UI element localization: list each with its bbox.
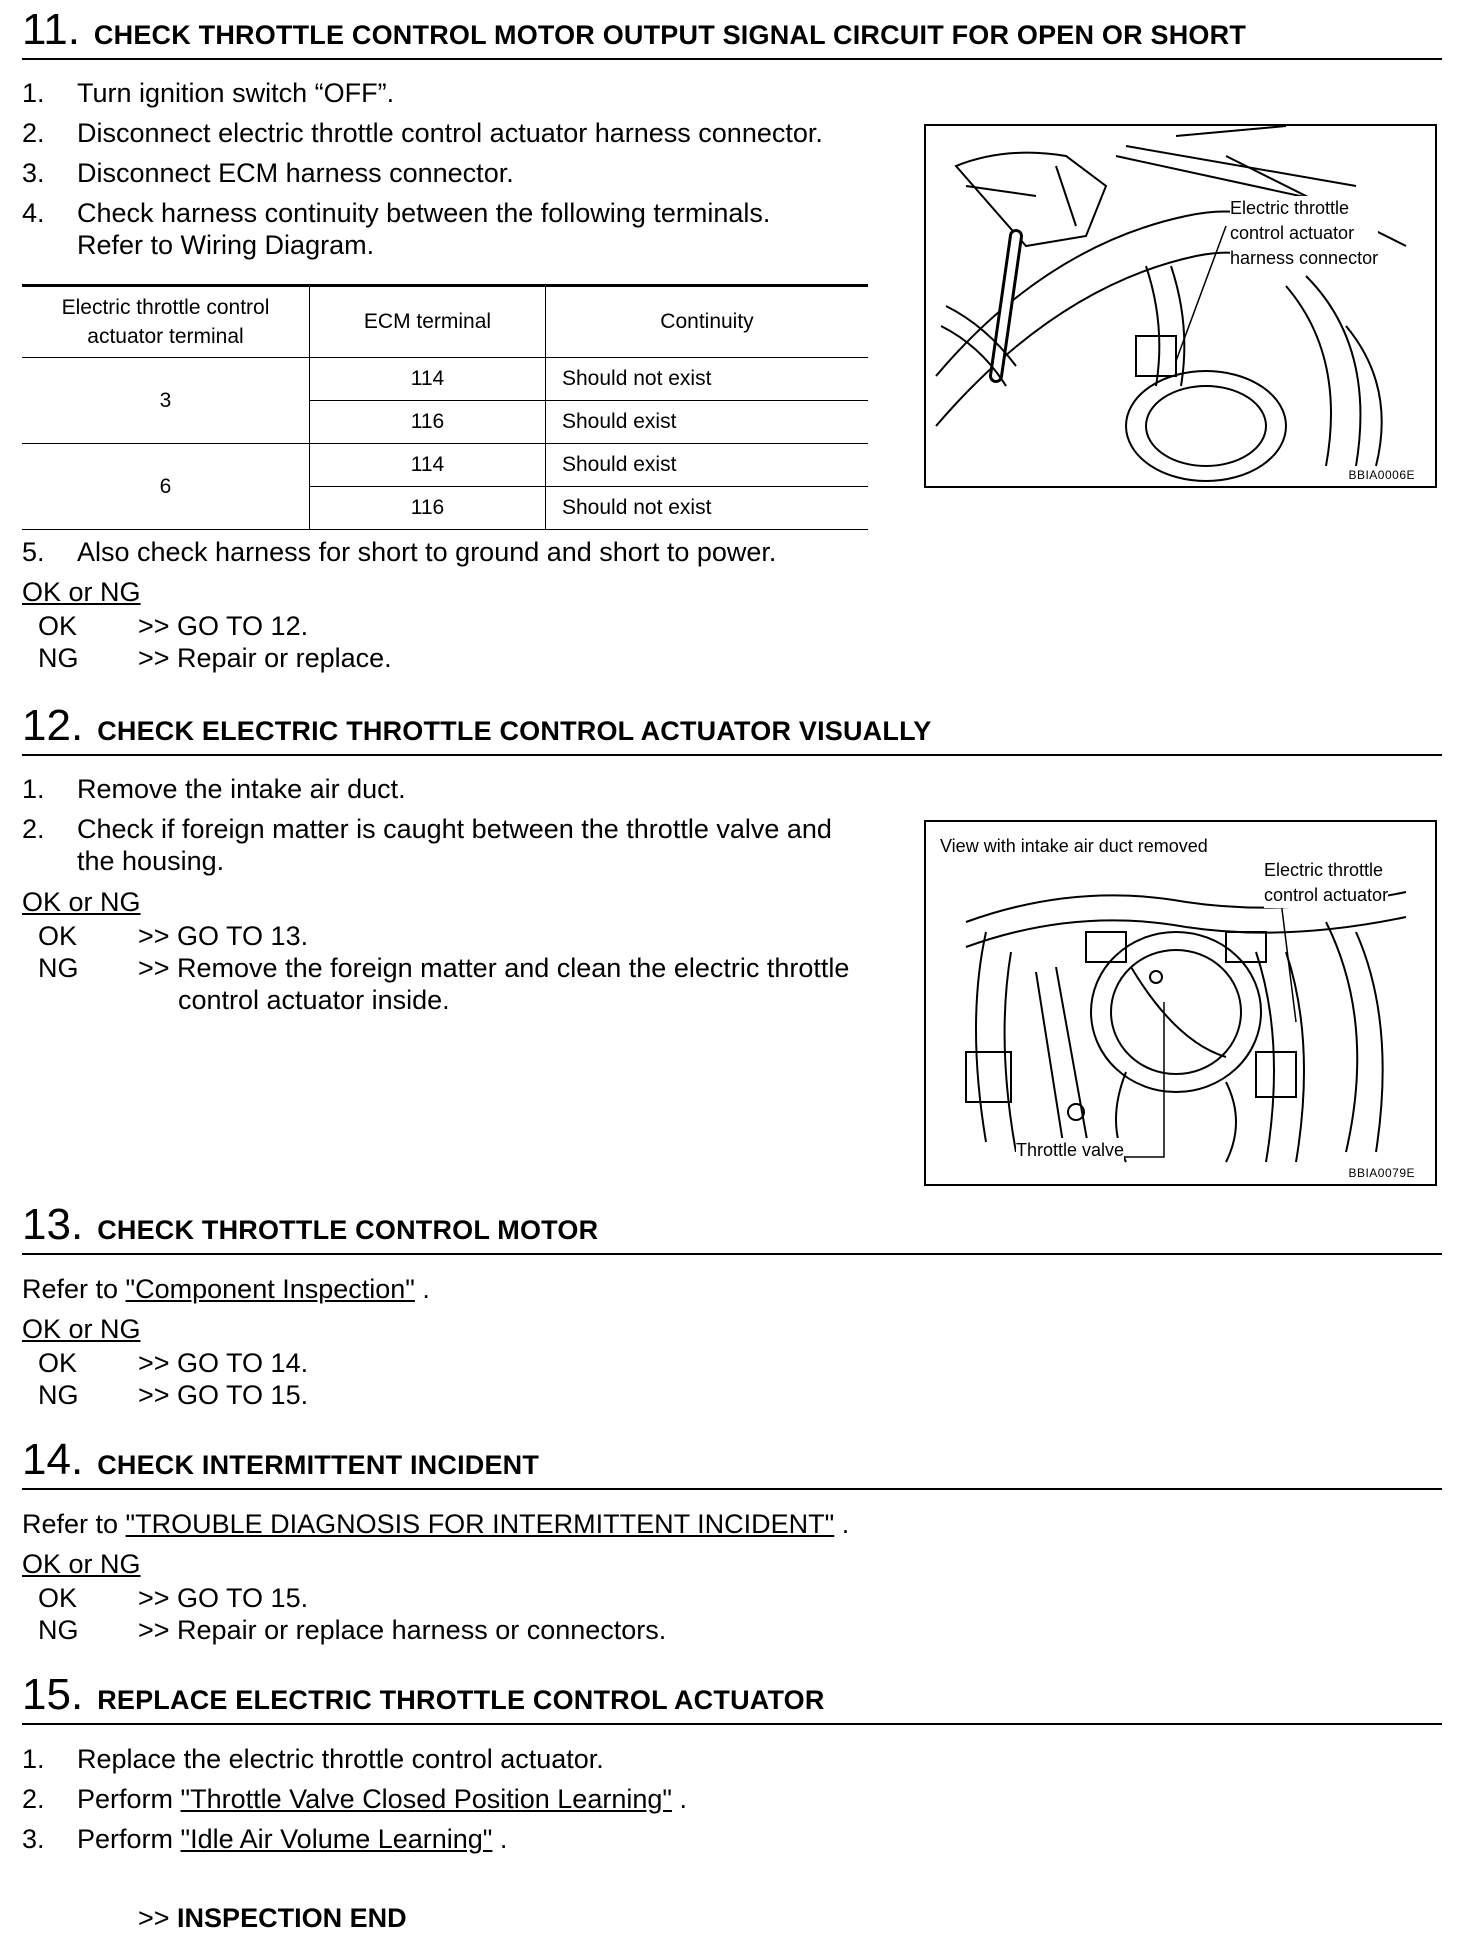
step-item: 5. Also check harness for short to ground and short to power. (22, 537, 777, 567)
section-15 (22, 1670, 1442, 1725)
refer-text: Refer to "Component Inspection" . (22, 1274, 430, 1304)
section-13 (22, 1200, 1442, 1255)
ok-or-ng-label: OK or NG (22, 887, 141, 917)
section-title: CHECK THROTTLE CONTROL MOTOR (97, 1215, 599, 1245)
throttle-valve-learning-link[interactable]: "Throttle Valve Closed Position Learning" (180, 1784, 672, 1814)
section-number: 12 (22, 701, 71, 750)
continuity-cell: Should exist (546, 444, 869, 487)
table-row (22, 358, 868, 401)
header-actuator-terminal: Electric throttle control actuator terminal (22, 286, 310, 358)
section-11 (22, 5, 1442, 60)
actuator-terminal-cell: 3 (22, 358, 310, 444)
inspection-end: >> INSPECTION END (138, 1903, 407, 1933)
section-11-step5 (22, 536, 776, 576)
table-row (22, 444, 868, 487)
section-number: 13 (22, 1200, 71, 1249)
ecm-terminal-cell: 116 (310, 401, 546, 444)
ok-row: OK >> GO TO 15. (38, 1583, 309, 1613)
figure-code: BBIA0079E (1348, 1166, 1415, 1180)
ng-row: NG >> Remove the foreign matter and clean the electric throttle control actuator inside. (38, 953, 850, 1015)
section-12 (22, 701, 1442, 756)
figure-label: Electric throttle control actuator harness connector (1230, 196, 1378, 271)
section-14-header: 14 . CHECK INTERMITTENT INCIDENT (22, 1438, 1442, 1490)
section-15-header: 15 . REPLACE ELECTRIC THROTTLE CONTROL ACTUATOR (22, 1673, 1442, 1725)
step-item: 3. Disconnect ECM harness connector. (22, 158, 514, 188)
figure-throttle-valve (924, 820, 1437, 1186)
step-item: 2. Disconnect electric throttle control actuator harness connector. (22, 118, 823, 148)
section-title: CHECK INTERMITTENT INCIDENT (97, 1450, 540, 1480)
section-13-header: 13 . CHECK THROTTLE CONTROL MOTOR (22, 1203, 1442, 1255)
step-item: 2. Check if foreign matter is caught between the throttle valve and the housing. (22, 814, 832, 876)
intermittent-incident-link[interactable]: "TROUBLE DIAGNOSIS FOR INTERMITTENT INCIDENT" (125, 1509, 835, 1539)
section-12-header: 12 . CHECK ELECTRIC THROTTLE CONTROL ACTUATOR VISUALLY (22, 704, 1442, 756)
section-title: CHECK ELECTRIC THROTTLE CONTROL ACTUATOR VISUALLY (97, 716, 932, 746)
continuity-cell: Should not exist (546, 358, 869, 401)
section-number: 15 (22, 1670, 71, 1719)
step-item: 1. Remove the intake air duct. (22, 774, 406, 804)
step-item: 1. Turn ignition switch “OFF”. (22, 78, 395, 108)
engine-bay-illustration (926, 126, 1435, 486)
table-header-row (22, 286, 868, 358)
continuity-cell: Should not exist (546, 487, 869, 530)
section-14 (22, 1435, 1442, 1490)
ok-or-ng-label: OK or NG (22, 577, 141, 607)
figure-harness-connector (924, 124, 1437, 488)
section-11-result (22, 576, 922, 674)
section-title: CHECK THROTTLE CONTROL MOTOR OUTPUT SIGNAL CIRCUIT FOR OPEN OR SHORT (93, 20, 1247, 50)
ok-row: OK >> GO TO 14. (38, 1348, 309, 1378)
ng-row: NG >> Repair or replace harness or connectors. (38, 1615, 667, 1645)
refer-text: Refer to "TROUBLE DIAGNOSIS FOR INTERMITTENT INCIDENT" . (22, 1509, 850, 1539)
section-number: 11 (22, 5, 68, 54)
ecm-terminal-cell: 114 (310, 358, 546, 401)
ok-or-ng-label: OK or NG (22, 1549, 141, 1579)
section-12-result (22, 886, 922, 1016)
ecm-terminal-cell: 114 (310, 444, 546, 487)
component-inspection-link[interactable]: "Component Inspection" (125, 1274, 415, 1304)
ecm-terminal-cell: 116 (310, 487, 546, 530)
figure-label-throttle-valve: Throttle valve (1016, 1138, 1124, 1163)
header-ecm-terminal: ECM terminal (310, 286, 546, 358)
actuator-terminal-cell: 6 (22, 444, 310, 530)
step-item: 1. Replace the electric throttle control actuator. (22, 1744, 604, 1774)
idle-air-volume-learning-link[interactable]: "Idle Air Volume Learning" (180, 1824, 493, 1854)
figure-label: Electric throttle control actuator (1264, 858, 1388, 908)
continuity-table (22, 284, 868, 530)
figure-caption: View with intake air duct removed (940, 834, 1208, 859)
section-11-header: 11 . CHECK THROTTLE CONTROL MOTOR OUTPUT SIGNAL CIRCUIT FOR OPEN OR SHORT (22, 8, 1442, 60)
section-12-steps (22, 773, 832, 885)
continuity-cell: Should exist (546, 401, 869, 444)
ng-row: NG >> Repair or replace. (38, 643, 392, 673)
ng-row: NG >> GO TO 15. (38, 1380, 309, 1410)
step-item: 3. Perform "Idle Air Volume Learning" . (22, 1824, 508, 1854)
section-title: REPLACE ELECTRIC THROTTLE CONTROL ACTUATOR (97, 1685, 825, 1715)
section-15-steps (22, 1743, 687, 1863)
section-number: 14 (22, 1435, 71, 1484)
section-14-body (22, 1508, 1422, 1646)
section-11-steps (22, 77, 823, 269)
header-continuity: Continuity (546, 286, 869, 358)
figure-code: BBIA0006E (1348, 468, 1415, 482)
ok-row: OK >> GO TO 13. (38, 921, 309, 951)
section-13-body (22, 1273, 1422, 1411)
step-item: 2. Perform "Throttle Valve Closed Position Learning" . (22, 1784, 687, 1814)
ok-row: OK >> GO TO 12. (38, 611, 309, 641)
step-item: 4. Check harness continuity between the following terminals. Refer to Wiring Diagram. (22, 198, 771, 260)
ok-or-ng-label: OK or NG (22, 1314, 141, 1344)
